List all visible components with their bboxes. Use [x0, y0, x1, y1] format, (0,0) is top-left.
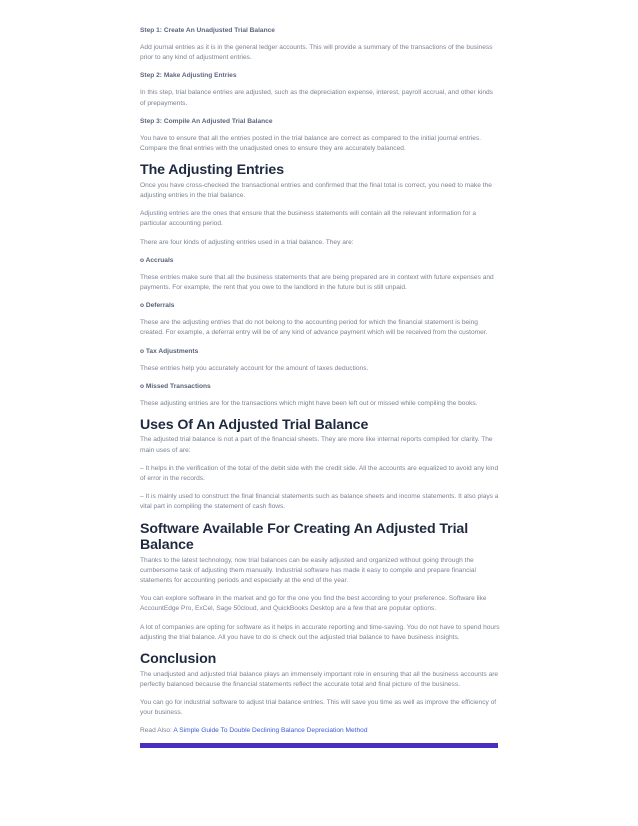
step-2-title: Step 2: Make Adjusting Entries — [140, 72, 237, 80]
adjusting-paragraph-3: There are four kinds of adjusting entries used in a trial balance. They are: — [140, 238, 354, 246]
uses-heading: Uses Of An Adjusted Trial Balance — [140, 416, 369, 433]
footer-accent-bar — [140, 743, 498, 748]
read-also-link[interactable]: A Simple Guide To Double Declining Balance Depreciation Method — [173, 727, 368, 735]
adjusting-entries-heading: The Adjusting Entries — [140, 162, 284, 179]
read-also-label: Read Also: — [140, 727, 174, 735]
adjusting-paragraph-2: Adjusting entries are the ones that ensure that the business statements will contain all the relevant information for a particular accounting period. — [140, 210, 477, 228]
article-content — [140, 26, 500, 748]
step-2-text: In this step, trial balance entries are adjusted, such as the depreciation expense, interest, payroll accrual, and other kinds of prepayments. — [140, 89, 493, 107]
tax-adjustments-text: These entries help you accurately account for the amount of taxes deductions. — [140, 364, 369, 372]
conclusion-paragraph-1: The unadjusted and adjusted trial balance plays an immensely important role in ensuring that all the business accounts are perfectly balanced because the financial statements reflect the accurate total and final picture of the business. — [140, 670, 499, 688]
deferrals-title: o Deferrals — [140, 302, 175, 310]
tax-adjustments-title: o Tax Adjustments — [140, 347, 199, 355]
missed-transactions-text: These adjusting entries are for the transactions which might have been left out or missed while compiling the books. — [140, 399, 478, 407]
accruals-text: These entries make sure that all the business statements that are being prepared are in context with future expenses and payments. For example, the rent that you owe to the landlord in the future but is still unpaid. — [140, 273, 494, 291]
conclusion-paragraph-2: You can go for industrial software to adjust trial balance entries. This will save you time as well as improve the efficiency of your business. — [140, 699, 497, 717]
step-1-text: Add journal entries as it is in the general ledger accounts. This will provide a summary of the transactions of the business prior to any kind of adjustment entries. — [140, 44, 493, 62]
software-paragraph-2: You can explore software in the market and go for the one you find the best according to your preference. Software like AccountEdge Pro, ExCel, Sage 50cloud, and QuickBooks Desktop are a few that are popular options. — [140, 595, 487, 613]
adjusting-paragraph-1: Once you have cross-checked the transactional entries and confirmed that the final total is correct, you need to make the adjusting entries in the trial balance. — [140, 181, 492, 199]
software-paragraph-1: Thanks to the latest technology, now trial balances can be easily adjusted and organized without going through the cumbersome task of adjusting them manually. Industrial software has made it easy to compile and prepare financial statements for accounting periods and especially at the end of the year. — [140, 556, 476, 585]
software-paragraph-3: A lot of companies are opting for software as it helps in accurate reporting and time-saving. You do not have to spend hours adjusting the trial balance. All you have to do is check out the adjusted trial balance to have business insights. — [140, 623, 500, 641]
step-3-text: You have to ensure that all the entries posted in the trial balance are correct as compared to the initial journal entries. Compare the final entries with the unadjusted ones to ensure they are accurately balanced. — [140, 134, 482, 153]
accruals-title: o Accruals — [140, 256, 174, 264]
uses-paragraph-2: – It helps in the verification of the total of the debit side with the credit side. All the accounts are equalized to avoid any kind of error in the records. — [140, 464, 499, 483]
step-3-title: Step 3: Compile An Adjusted Trial Balance — [140, 117, 273, 125]
uses-paragraph-1: The adjusted trial balance is not a part of the financial sheets. They are more like internal reports compiled for clarity. The main uses of are: — [140, 436, 493, 454]
conclusion-heading: Conclusion — [140, 651, 217, 668]
deferrals-text: These are the adjusting entries that do not belong to the accounting period for which the financial statement is being created. For example, a deferral entry will be of any kind of advance payment which will be received from the customer. — [140, 319, 488, 337]
uses-paragraph-3: – It is mainly used to construct the final financial statements such as balance sheets and income statements. It also plays a vital part in compiling the statement of cash flows. — [140, 493, 499, 511]
read-also — [140, 726, 500, 736]
missed-transactions-title: o Missed Transactions — [140, 382, 211, 390]
software-heading: Software Available For Creating An Adjusted Trial Balance — [140, 520, 469, 554]
step-1-title: Step 1: Create An Unadjusted Trial Balance — [140, 27, 275, 34]
